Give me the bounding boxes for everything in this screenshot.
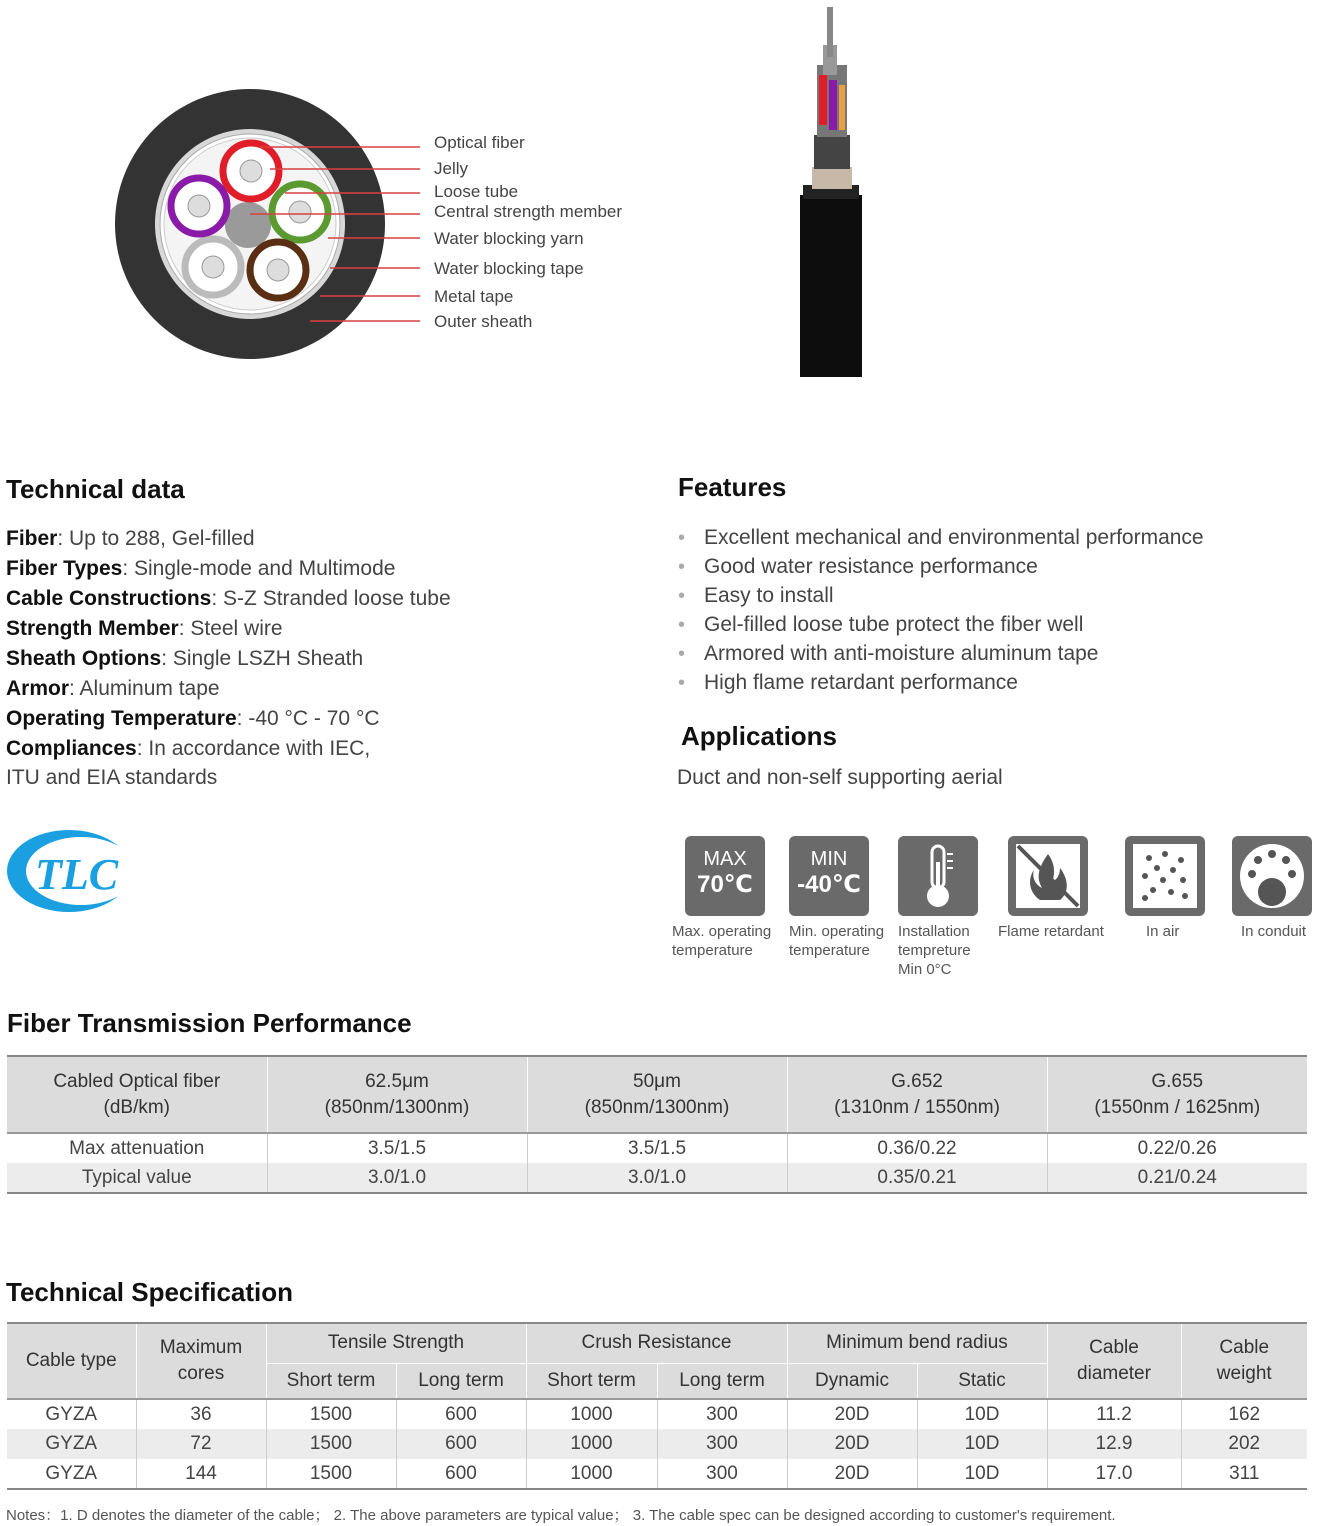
max-temp-caption: Max. operating temperature: [672, 923, 772, 959]
feature-item: • Easy to install: [678, 581, 1204, 610]
header-cable-type: Cable type: [7, 1323, 136, 1399]
table-header: G.655 (1550nm / 1625nm): [1047, 1056, 1307, 1133]
table-row: Typical value 3.0/1.0 3.0/1.0 0.35/0.21 0.21/0.24: [7, 1163, 1307, 1193]
label-jelly: Jelly: [434, 159, 469, 178]
min-temp-icon: MIN -40℃: [789, 836, 869, 916]
header-cable-diameter: Cable diameter: [1047, 1323, 1181, 1399]
in-air-caption: In air: [1146, 923, 1180, 940]
subheader: Short term: [266, 1363, 396, 1399]
feature-item: • Good water resistance performance: [678, 552, 1204, 581]
tech-item-operating-temperature: Operating Temperature: -40 °C - 70 °C: [6, 707, 380, 730]
table-row: GYZA 72 1500 600 1000 300 20D 10D 12.9 202: [7, 1429, 1307, 1459]
cable-side-view: [795, 5, 865, 380]
tech-item-compliances: Compliances: In accordance with IEC,: [6, 737, 371, 760]
label-metal-tape: Metal tape: [434, 287, 514, 306]
header-max-cores: Maximum cores: [136, 1323, 266, 1399]
label-water-blocking-yarn: Water blocking yarn: [434, 229, 584, 248]
tech-item-compliances-cont: ITU and EIA standards: [6, 766, 218, 789]
feature-item: • High flame retardant performance: [678, 668, 1204, 697]
label-optical-fiber: Optical fiber: [434, 133, 525, 152]
tech-item-cable-constructions: Cable Constructions: S-Z Stranded loose tube: [6, 587, 451, 610]
min-temp-caption: Min. operating temperature: [789, 923, 885, 959]
fiber-transmission-title: Fiber Transmission Performance: [7, 1008, 412, 1038]
features-list: [678, 523, 1204, 697]
applications-text: Duct and non-self supporting aerial: [677, 766, 1003, 789]
technical-spec-table: [7, 1322, 1307, 1490]
table-header: Cabled Optical fiber (dB/km): [7, 1056, 267, 1133]
table-row: GYZA 144 1500 600 1000 300 20D 10D 17.0 311: [7, 1459, 1307, 1489]
subheader: Dynamic: [787, 1363, 917, 1399]
header-tensile-strength: Tensile Strength: [266, 1323, 526, 1363]
in-conduit-icon: [1232, 836, 1312, 916]
tlc-logo: [5, 828, 133, 914]
applications-title: Applications: [681, 721, 838, 751]
label-central-strength-member: Central strength member: [434, 202, 623, 221]
thermometer-caption: Installation tempreture Min 0°C: [898, 923, 971, 978]
tech-item-armor: Armor: Aluminum tape: [6, 677, 220, 700]
technical-spec-title: Technical Specification: [6, 1277, 294, 1307]
header-crush-resistance: Crush Resistance: [526, 1323, 787, 1363]
feature-item: • Excellent mechanical and environmental performance: [678, 523, 1204, 552]
thermometer-icon: [898, 836, 978, 916]
subheader: Long term: [657, 1363, 787, 1399]
logo-text: TLC: [35, 850, 119, 899]
tech-item-strength-member: Strength Member: Steel wire: [6, 617, 283, 640]
subheader: Short term: [526, 1363, 657, 1399]
table-header: 62.5μm (850nm/1300nm): [267, 1056, 527, 1133]
table-row: Max attenuation 3.5/1.5 3.5/1.5 0.36/0.22 0.22/0.26: [7, 1133, 1307, 1163]
feature-item: • Gel-filled loose tube protect the fiber well: [678, 610, 1204, 639]
table-header: 50μm (850nm/1300nm): [527, 1056, 787, 1133]
cable-cross-section: [110, 85, 440, 365]
max-temp-icon: MAX 70℃: [685, 836, 765, 916]
tech-item-fiber-types: Fiber Types: Single-mode and Multimode: [6, 557, 396, 580]
label-loose-tube: Loose tube: [434, 182, 519, 201]
technical-data-title: Technical data: [6, 474, 185, 504]
tech-item-fiber: Fiber: Up to 288, Gel-filled: [6, 527, 255, 550]
table-row: GYZA 36 1500 600 1000 300 20D 10D 11.2 162: [7, 1399, 1307, 1429]
subheader: Long term: [396, 1363, 526, 1399]
features-title: Features: [678, 472, 787, 502]
flame-retardant-icon: [1008, 836, 1088, 916]
label-outer-sheath: Outer sheath: [434, 312, 533, 331]
label-water-blocking-tape: Water blocking tape: [434, 259, 584, 278]
header-min-bend-radius: Minimum bend radius: [787, 1323, 1047, 1363]
tech-item-sheath-options: Sheath Options: Single LSZH Sheath: [6, 647, 364, 670]
feature-item: • Armored with anti-moisture aluminum tape: [678, 639, 1204, 668]
header-cable-weight: Cable weight: [1181, 1323, 1307, 1399]
subheader: Static: [917, 1363, 1047, 1399]
table-header: G.652 (1310nm / 1550nm): [787, 1056, 1047, 1133]
fiber-transmission-table: [7, 1055, 1307, 1194]
in-conduit-caption: In conduit: [1241, 923, 1307, 940]
notes: Notes：1. D denotes the diameter of the cable； 2. The above parameters are typical value； 3. The cable spec can be designed according to customer's requirement.: [6, 1507, 1116, 1524]
in-air-icon: [1125, 836, 1205, 916]
flame-retardant-caption: Flame retardant: [998, 923, 1104, 940]
